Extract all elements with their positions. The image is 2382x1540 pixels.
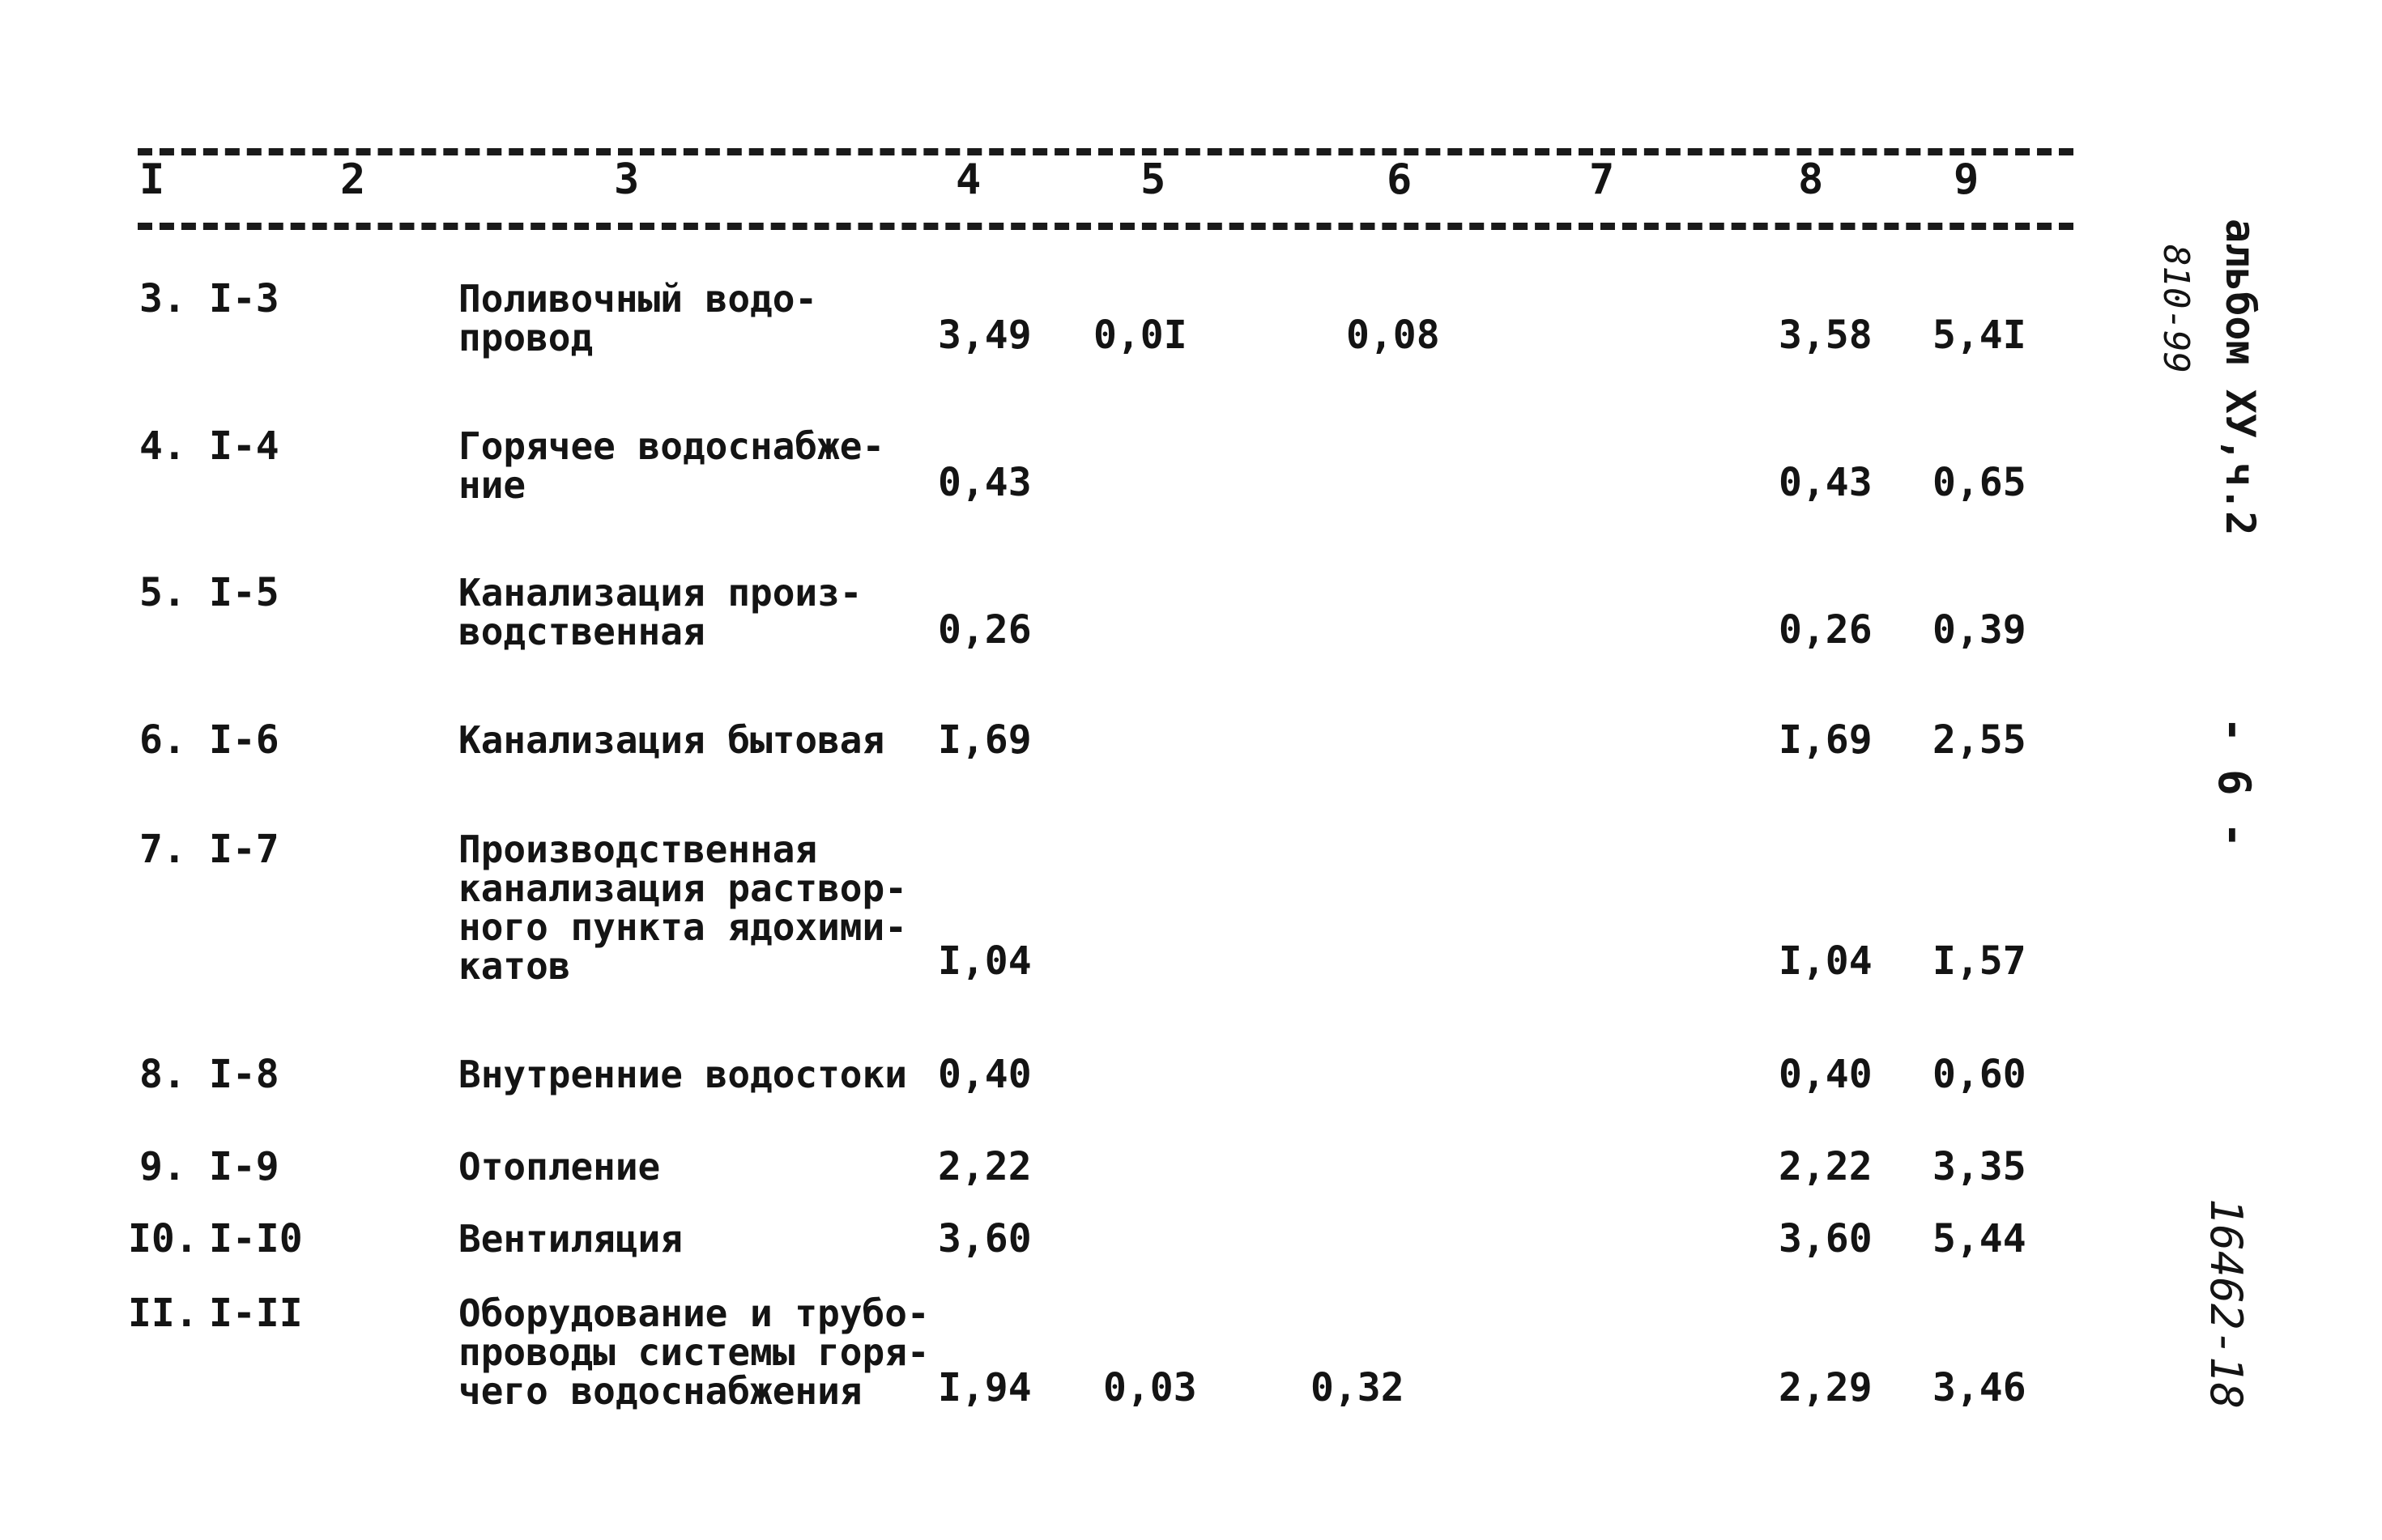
row-col8: 0,40 <box>1779 1052 1873 1097</box>
row-col4: I,04 <box>938 938 1032 984</box>
handwritten-code: 810-99 <box>2155 245 2197 373</box>
row-col8: 0,26 <box>1779 607 1873 653</box>
row-number: 8. <box>139 1052 186 1097</box>
row-number: 6. <box>139 717 186 763</box>
row-col9: I,57 <box>1932 938 2026 984</box>
column-header-1: I <box>139 155 165 204</box>
row-number: I0. <box>128 1216 198 1261</box>
row-number: 7. <box>139 827 186 872</box>
row-col4: 3,60 <box>938 1216 1032 1261</box>
row-col8: 0,43 <box>1779 460 1873 505</box>
row-name: Вентиляция <box>458 1217 683 1261</box>
row-code: I-3 <box>209 276 279 321</box>
row-col4: I,94 <box>938 1365 1032 1410</box>
row-code: I-4 <box>209 423 279 469</box>
column-header-5: 5 <box>1140 155 1166 204</box>
header-bottom-rule <box>138 223 2073 230</box>
row-number: 4. <box>139 423 186 469</box>
row-col4: 3,49 <box>938 313 1032 358</box>
row-number: II. <box>128 1291 198 1336</box>
row-col4: 2,22 <box>938 1144 1032 1189</box>
column-header-2: 2 <box>340 155 366 204</box>
row-col8: I,69 <box>1779 717 1873 763</box>
row-code: I-9 <box>209 1144 279 1189</box>
column-header-4: 4 <box>956 155 982 204</box>
row-col8: 3,60 <box>1779 1216 1873 1261</box>
row-col5: 0,03 <box>1103 1365 1197 1410</box>
row-number: 3. <box>139 276 186 321</box>
row-col4: 0,43 <box>938 460 1032 505</box>
column-header-9: 9 <box>1954 155 1979 204</box>
row-col4: 0,40 <box>938 1052 1032 1097</box>
row-col9: 5,44 <box>1932 1216 2026 1261</box>
row-col9: 0,60 <box>1932 1052 2026 1097</box>
row-col8: 2,22 <box>1779 1144 1873 1189</box>
row-col4: I,69 <box>938 717 1032 763</box>
row-code: I-I0 <box>209 1216 303 1261</box>
row-name: Канализация бытовая <box>458 718 885 762</box>
row-col5: 0,0I <box>1093 313 1187 358</box>
row-col9: 3,46 <box>1932 1365 2026 1410</box>
column-header-3: 3 <box>614 155 640 204</box>
album-label: альбом XУ,ч.2 <box>2217 219 2264 536</box>
row-col9: 0,65 <box>1932 460 2026 505</box>
page-number: - 6 - <box>2209 717 2260 849</box>
row-col4: 0,26 <box>938 607 1032 653</box>
row-number: 9. <box>139 1144 186 1189</box>
row-name: Канализация произ- водственная <box>458 571 863 653</box>
row-name: Оборудование и трубо- проводы системы горя- чего водоснабжения <box>458 1291 930 1413</box>
row-code: I-5 <box>209 570 279 615</box>
row-code: I-6 <box>209 717 279 763</box>
row-col8: 3,58 <box>1779 313 1873 358</box>
row-code: I-7 <box>209 827 279 872</box>
row-code: I-II <box>209 1291 303 1336</box>
row-col9: 3,35 <box>1932 1144 2026 1189</box>
row-col6: 0,08 <box>1346 313 1440 358</box>
row-name: Отопление <box>458 1145 661 1189</box>
row-col8: I,04 <box>1779 938 1873 984</box>
row-col9: 0,39 <box>1932 607 2026 653</box>
row-col9: 5,4I <box>1932 313 2026 358</box>
header-top-rule <box>138 148 2073 155</box>
row-name: Внутренние водостоки <box>458 1053 907 1096</box>
row-col6: 0,32 <box>1310 1365 1404 1410</box>
doc-number: 16462-18 <box>2201 1198 2252 1410</box>
column-header-6: 6 <box>1387 155 1413 204</box>
row-code: I-8 <box>209 1052 279 1097</box>
column-header-7: 7 <box>1589 155 1615 204</box>
row-name: Производственная канализация раствор- ного пункта ядохими- катов <box>458 827 907 988</box>
row-name: Поливочный водо- провод <box>458 277 818 359</box>
row-name: Горячее водоснабже- ние <box>458 424 885 507</box>
column-header-8: 8 <box>1798 155 1824 204</box>
row-col8: 2,29 <box>1779 1365 1873 1410</box>
row-number: 5. <box>139 570 186 615</box>
row-col9: 2,55 <box>1932 717 2026 763</box>
